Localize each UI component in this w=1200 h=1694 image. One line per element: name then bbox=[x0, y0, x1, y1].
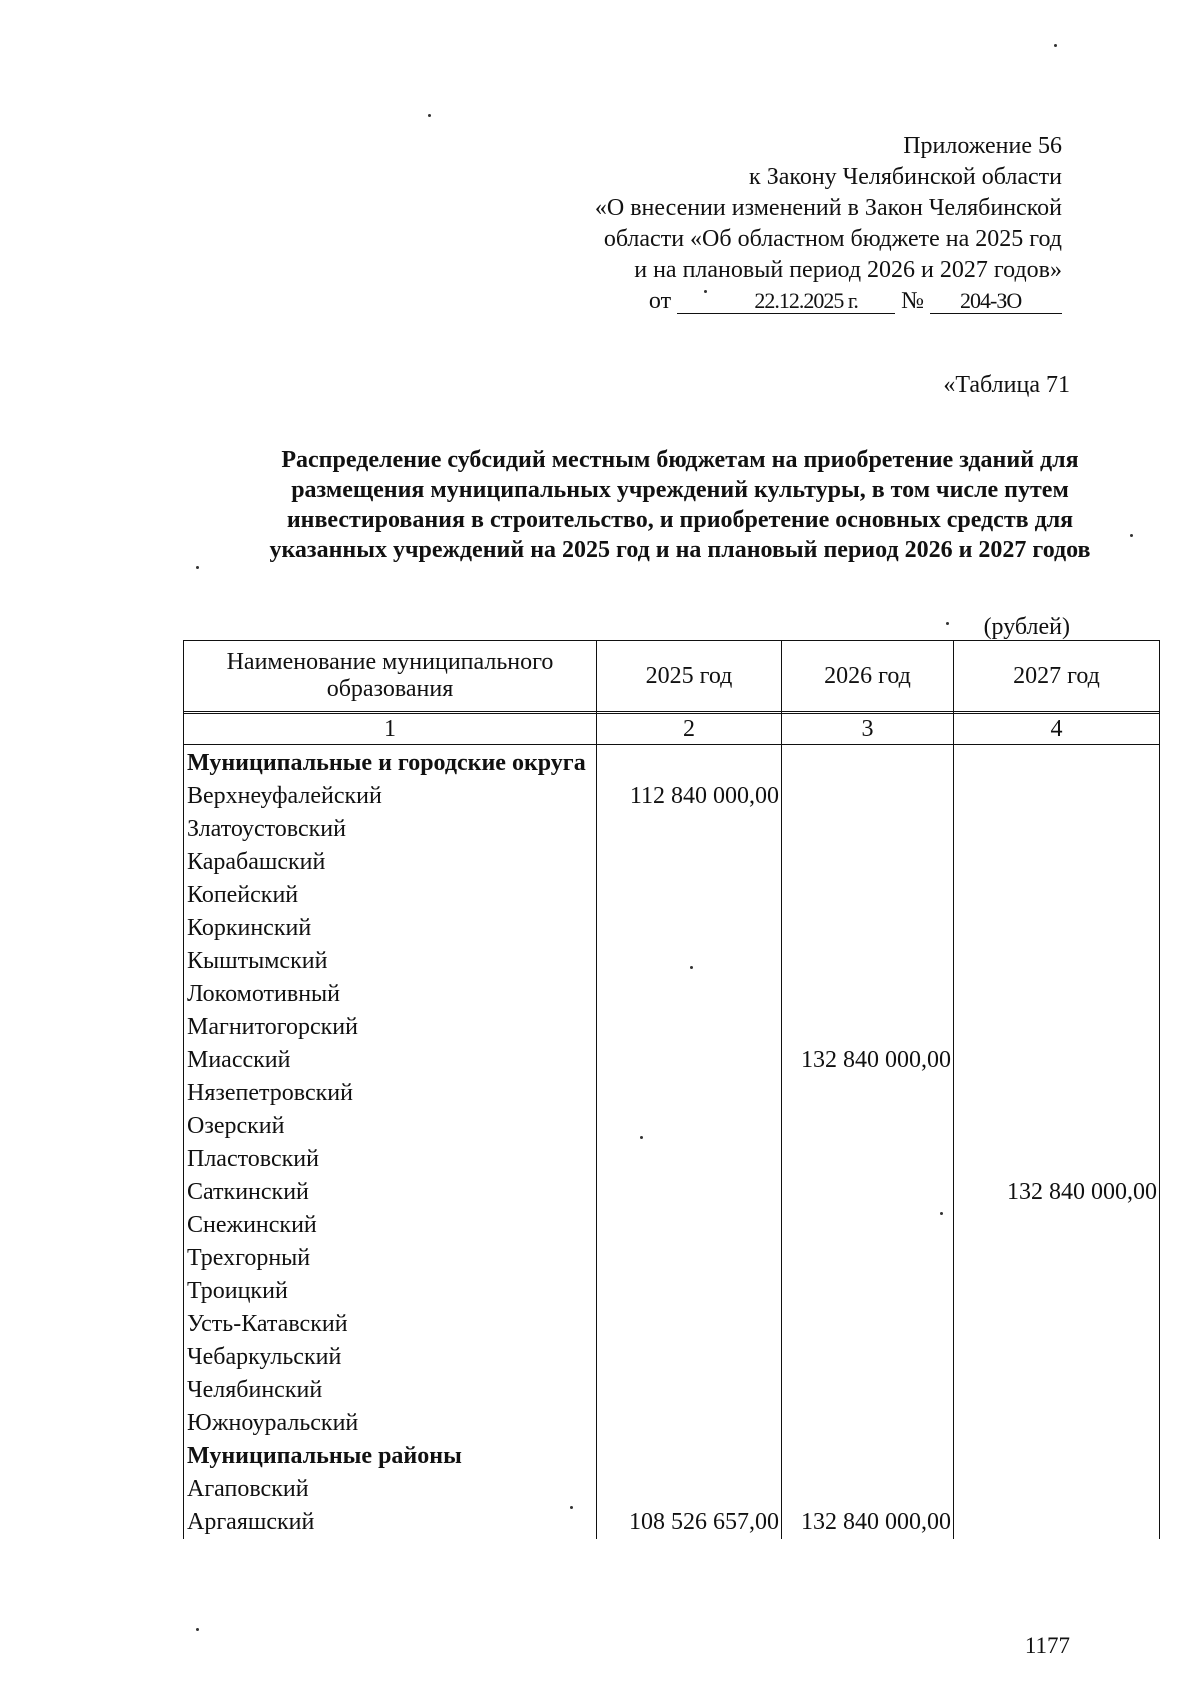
column-number-row bbox=[184, 714, 1160, 745]
value-2025 bbox=[597, 1077, 782, 1110]
header-line: к Закону Челябинской области bbox=[749, 164, 1062, 190]
value-2027 bbox=[954, 978, 1160, 1011]
header-line: «О внесении изменений в Закон Челябинской bbox=[594, 195, 1062, 221]
table-row bbox=[184, 1077, 1160, 1110]
value-2025 bbox=[597, 1110, 782, 1143]
scan-speck bbox=[690, 966, 693, 969]
value-2027 bbox=[954, 1308, 1160, 1341]
group-name: Муниципальные районы bbox=[184, 1440, 597, 1473]
table-row bbox=[184, 945, 1160, 978]
value-2025 bbox=[597, 1275, 782, 1308]
value-2026 bbox=[782, 1473, 954, 1506]
table-row bbox=[184, 1440, 1160, 1473]
value-2026: 132 840 000,00 bbox=[782, 1044, 954, 1077]
title-line: указанных учреждений на 2025 год и на плановый период 2026 и 2027 годов bbox=[269, 537, 1091, 563]
value-2026 bbox=[782, 1176, 954, 1209]
value-2025 bbox=[597, 1176, 782, 1209]
value-2026 bbox=[782, 780, 954, 813]
municipality-name: Карабашский bbox=[184, 846, 597, 879]
value-2026 bbox=[782, 1242, 954, 1275]
municipality-name: Троицкий bbox=[184, 1275, 597, 1308]
value-2026 bbox=[782, 1374, 954, 1407]
table-row bbox=[184, 745, 1160, 781]
column-number: 4 bbox=[954, 714, 1160, 745]
table-title bbox=[200, 445, 1160, 565]
scan-speck bbox=[1130, 534, 1133, 537]
value-2027 bbox=[954, 1341, 1160, 1374]
table-header-row bbox=[184, 641, 1160, 712]
value-2025 bbox=[597, 912, 782, 945]
municipality-name: Челябинский bbox=[184, 1374, 597, 1407]
table-row bbox=[184, 1506, 1160, 1539]
value-2027 bbox=[954, 1143, 1160, 1176]
value-2027 bbox=[954, 1077, 1160, 1110]
appendix-header bbox=[595, 131, 1062, 317]
column-header: 2025 год bbox=[597, 641, 782, 712]
column-number: 3 bbox=[782, 714, 954, 745]
value-2025 bbox=[597, 1011, 782, 1044]
table-row bbox=[184, 1374, 1160, 1407]
value-2027 bbox=[954, 1440, 1160, 1473]
scan-speck bbox=[940, 1212, 943, 1215]
value-2026 bbox=[782, 912, 954, 945]
municipality-name: Снежинский bbox=[184, 1209, 597, 1242]
value-2027 bbox=[954, 780, 1160, 813]
table-number: «Таблица 71 bbox=[943, 372, 1070, 398]
value-2025 bbox=[597, 945, 782, 978]
column-header: 2027 год bbox=[954, 641, 1160, 712]
value-2026 bbox=[782, 1341, 954, 1374]
value-2027 bbox=[954, 912, 1160, 945]
value-2027 bbox=[954, 1242, 1160, 1275]
table-row bbox=[184, 978, 1160, 1011]
scan-speck bbox=[946, 622, 949, 625]
value-2027 bbox=[954, 879, 1160, 912]
municipality-name: Коркинский bbox=[184, 912, 597, 945]
group-name: Муниципальные и городские округа bbox=[184, 745, 597, 781]
value-2027 bbox=[954, 813, 1160, 846]
table-row bbox=[184, 912, 1160, 945]
table-row bbox=[184, 1308, 1160, 1341]
column-number: 2 bbox=[597, 714, 782, 745]
value-2026 bbox=[782, 1209, 954, 1242]
municipality-name: Златоустовский bbox=[184, 813, 597, 846]
value-2027 bbox=[954, 1275, 1160, 1308]
column-number: 1 bbox=[184, 714, 597, 745]
table-row bbox=[184, 1275, 1160, 1308]
table-row bbox=[184, 1044, 1160, 1077]
value-2025 bbox=[597, 879, 782, 912]
scan-speck bbox=[704, 290, 707, 293]
value-2027: 132 840 000,00 bbox=[954, 1176, 1160, 1209]
value-2026 bbox=[782, 813, 954, 846]
value-2026 bbox=[782, 1275, 954, 1308]
municipality-name: Агаповский bbox=[184, 1473, 597, 1506]
subsidy-table bbox=[183, 640, 1160, 1539]
scan-speck bbox=[196, 1628, 199, 1631]
table-row bbox=[184, 1473, 1160, 1506]
table-row bbox=[184, 879, 1160, 912]
title-line: инвестирования в строительство, и приобретение основных средств для bbox=[286, 507, 1074, 533]
municipality-name: Чебаркульский bbox=[184, 1341, 597, 1374]
value-2026 bbox=[782, 846, 954, 879]
table-row bbox=[184, 1011, 1160, 1044]
municipality-name: Нязепетровский bbox=[184, 1077, 597, 1110]
municipality-name: Пластовский bbox=[184, 1143, 597, 1176]
law-date: 22.12.2025 г. bbox=[677, 289, 895, 314]
table-row bbox=[184, 1341, 1160, 1374]
value-2026 bbox=[782, 1011, 954, 1044]
header-line: Приложение 56 bbox=[903, 133, 1062, 159]
value-2027 bbox=[954, 846, 1160, 879]
value-2025 bbox=[597, 813, 782, 846]
scan-speck bbox=[1054, 44, 1057, 47]
value-2025 bbox=[597, 1440, 782, 1473]
scan-speck bbox=[196, 566, 199, 569]
municipality-name: Южноуральский bbox=[184, 1407, 597, 1440]
value-2025: 108 526 657,00 bbox=[597, 1506, 782, 1539]
value-2027 bbox=[954, 1011, 1160, 1044]
table-row bbox=[184, 1110, 1160, 1143]
value-2025 bbox=[597, 745, 782, 781]
municipality-name: Озерский bbox=[184, 1110, 597, 1143]
column-header: 2026 год bbox=[782, 641, 954, 712]
value-2025 bbox=[597, 1242, 782, 1275]
table-row bbox=[184, 1242, 1160, 1275]
table-row bbox=[184, 1407, 1160, 1440]
value-2027 bbox=[954, 1209, 1160, 1242]
municipality-name: Трехгорный bbox=[184, 1242, 597, 1275]
value-2027 bbox=[954, 1110, 1160, 1143]
title-line: Распределение субсидий местным бюджетам на приобретение зданий для bbox=[281, 447, 1079, 473]
value-2025 bbox=[597, 846, 782, 879]
value-2026 bbox=[782, 1407, 954, 1440]
value-2025 bbox=[597, 1209, 782, 1242]
value-2025 bbox=[597, 1308, 782, 1341]
municipality-name: Магнитогорский bbox=[184, 1011, 597, 1044]
municipality-name: Миасский bbox=[184, 1044, 597, 1077]
value-2027 bbox=[954, 945, 1160, 978]
value-2026 bbox=[782, 1077, 954, 1110]
title-line: размещения муниципальных учреждений культуры, в том числе путем bbox=[291, 477, 1069, 503]
table-row bbox=[184, 1209, 1160, 1242]
value-2025 bbox=[597, 1374, 782, 1407]
value-2026 bbox=[782, 1110, 954, 1143]
value-2025 bbox=[597, 1473, 782, 1506]
value-2026 bbox=[782, 745, 954, 781]
number-sign: № bbox=[901, 288, 924, 314]
value-2026 bbox=[782, 1143, 954, 1176]
municipality-name: Саткинский bbox=[184, 1176, 597, 1209]
municipality-name: Копейский bbox=[184, 879, 597, 912]
value-2025 bbox=[597, 1341, 782, 1374]
municipality-name: Усть-Катавский bbox=[184, 1308, 597, 1341]
value-2026 bbox=[782, 1308, 954, 1341]
table-row bbox=[184, 1176, 1160, 1209]
value-2027 bbox=[954, 1473, 1160, 1506]
header-line: области «Об областном бюджете на 2025 год bbox=[603, 226, 1062, 252]
value-2025 bbox=[597, 1407, 782, 1440]
value-2027 bbox=[954, 1506, 1160, 1539]
scan-speck bbox=[640, 1136, 643, 1139]
table-row bbox=[184, 846, 1160, 879]
value-2027 bbox=[954, 1407, 1160, 1440]
value-2026 bbox=[782, 1440, 954, 1473]
table-row bbox=[184, 1143, 1160, 1176]
municipality-name: Верхнеуфалейский bbox=[184, 780, 597, 813]
value-2027 bbox=[954, 745, 1160, 781]
value-2026 bbox=[782, 945, 954, 978]
value-2026 bbox=[782, 978, 954, 1011]
table-row bbox=[184, 813, 1160, 846]
municipality-name: Локомотивный bbox=[184, 978, 597, 1011]
law-number: 204-ЗО bbox=[930, 289, 1062, 314]
value-2027 bbox=[954, 1044, 1160, 1077]
header-line: и на плановый период 2026 и 2027 годов» bbox=[634, 257, 1062, 283]
scan-speck bbox=[570, 1506, 573, 1509]
value-2025 bbox=[597, 1143, 782, 1176]
units-label: (рублей) bbox=[983, 614, 1070, 640]
municipality-name: Кыштымский bbox=[184, 945, 597, 978]
value-2026 bbox=[782, 879, 954, 912]
value-2025 bbox=[597, 1044, 782, 1077]
value-2025 bbox=[597, 978, 782, 1011]
date-prefix: от bbox=[648, 288, 672, 314]
scan-speck bbox=[428, 114, 431, 117]
municipality-name: Аргаяшский bbox=[184, 1506, 597, 1539]
table-row bbox=[184, 780, 1160, 813]
page-number: 1177 bbox=[1024, 1633, 1070, 1658]
value-2026: 132 840 000,00 bbox=[782, 1506, 954, 1539]
law-date-line bbox=[595, 286, 1062, 317]
column-header: Наименование муниципального образования bbox=[184, 641, 597, 712]
value-2025: 112 840 000,00 bbox=[597, 780, 782, 813]
value-2027 bbox=[954, 1374, 1160, 1407]
